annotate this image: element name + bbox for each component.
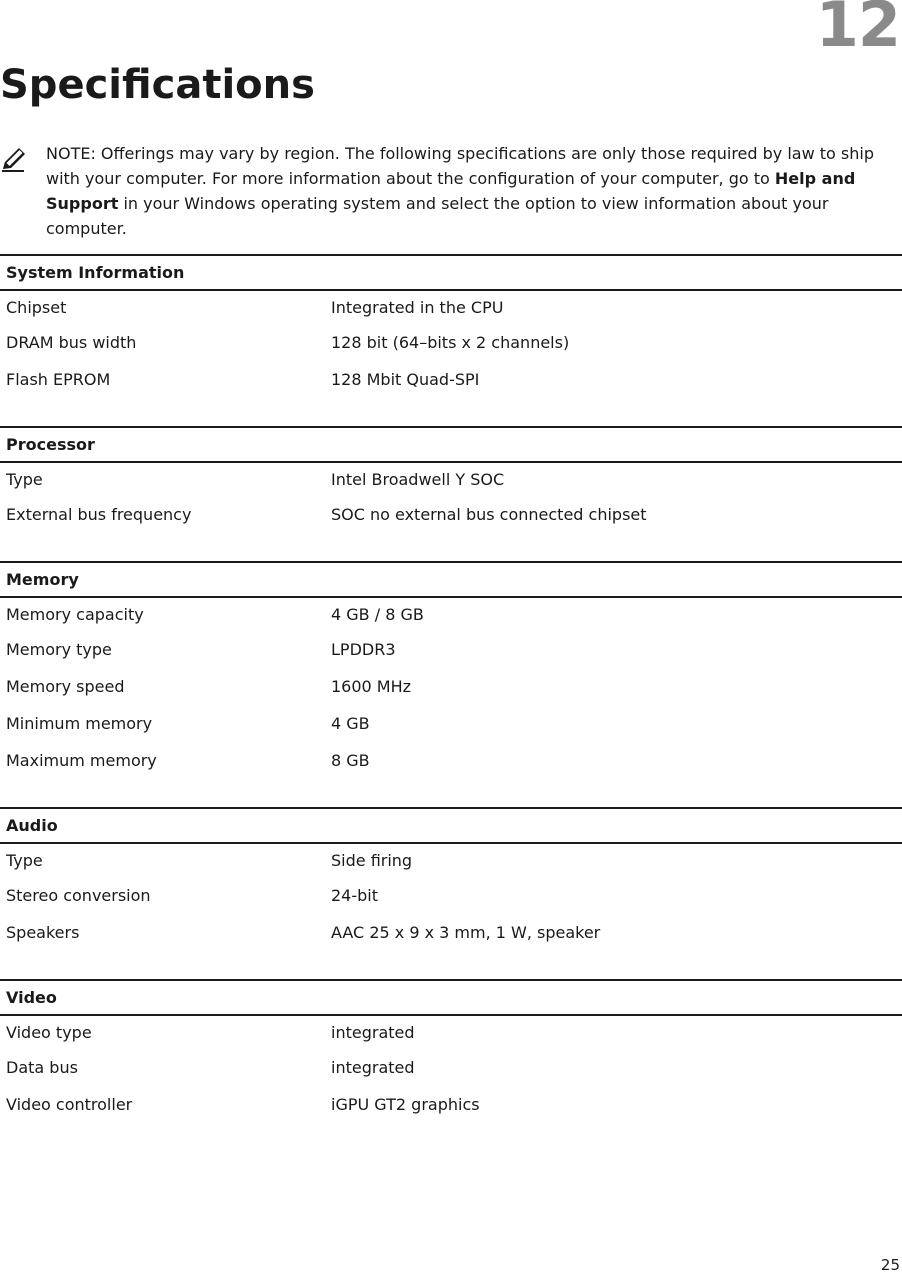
spec-key: Chipset xyxy=(6,298,67,317)
spec-row xyxy=(0,742,902,779)
spec-row xyxy=(0,597,902,631)
spec-table xyxy=(0,807,902,951)
spec-value: SOC no external bus connected chipset xyxy=(331,505,647,524)
page-title: Specifications xyxy=(0,62,315,108)
spec-row xyxy=(0,496,902,533)
spec-table xyxy=(0,979,902,1123)
note-block xyxy=(0,141,900,241)
spec-row xyxy=(0,290,902,324)
spec-key: Minimum memory xyxy=(6,714,153,733)
page-number: 25 xyxy=(880,1256,900,1274)
spec-row xyxy=(0,668,902,705)
spec-key: Data bus xyxy=(6,1058,78,1077)
note-label: NOTE: xyxy=(46,144,96,163)
section-header: Memory xyxy=(0,562,902,597)
spec-value: iGPU GT2 graphics xyxy=(331,1095,480,1114)
spec-value: 24-bit xyxy=(331,886,379,905)
spec-row xyxy=(0,1049,902,1086)
spec-key: Video controller xyxy=(6,1095,133,1114)
spec-key: Speakers xyxy=(6,923,80,942)
spec-key: Flash EPROM xyxy=(6,370,111,389)
note-text xyxy=(46,141,900,241)
spec-value: 4 GB / 8 GB xyxy=(331,605,424,624)
spec-row xyxy=(0,1015,902,1049)
spec-row xyxy=(0,877,902,914)
spec-key: Memory speed xyxy=(6,677,125,696)
spec-row xyxy=(0,631,902,668)
note-text-part-2: in your Windows operating system and select the option to view information about your computer. xyxy=(46,194,829,238)
spec-row xyxy=(0,914,902,951)
spec-row xyxy=(0,361,902,398)
spec-value: 128 Mbit Quad-SPI xyxy=(331,370,480,389)
spec-value: Side firing xyxy=(331,851,413,870)
spec-value: 1600 MHz xyxy=(331,677,412,696)
note-text-part-1: Offerings may vary by region. The following specifications are only those required by law to ship with your computer. For more information about the configuration of your computer, go to xyxy=(46,144,874,188)
pencil-note-icon xyxy=(0,145,28,173)
spec-key: Type xyxy=(6,470,43,489)
spec-row xyxy=(0,462,902,496)
spec-key: Memory capacity xyxy=(6,605,144,624)
spec-key: Memory type xyxy=(6,640,112,659)
spec-tables xyxy=(0,254,902,1151)
spec-value: 128 bit (64–bits x 2 channels) xyxy=(331,333,570,352)
section-header: Video xyxy=(0,980,902,1015)
section-header: Audio xyxy=(0,808,902,843)
spec-row xyxy=(0,1086,902,1123)
spec-value: 8 GB xyxy=(331,751,370,770)
spec-key: Stereo conversion xyxy=(6,886,151,905)
spec-value: integrated xyxy=(331,1023,415,1042)
section-header: System Information xyxy=(0,255,902,290)
spec-table xyxy=(0,254,902,398)
spec-value: integrated xyxy=(331,1058,415,1077)
spec-row xyxy=(0,843,902,877)
spec-row xyxy=(0,705,902,742)
spec-value: Integrated in the CPU xyxy=(331,298,504,317)
spec-key: Maximum memory xyxy=(6,751,157,770)
help-and-support-link: Help and Support xyxy=(46,169,856,213)
spec-key: Type xyxy=(6,851,43,870)
spec-row xyxy=(0,324,902,361)
spec-value: LPDDR3 xyxy=(331,640,396,659)
spec-key: Video type xyxy=(6,1023,92,1042)
spec-value: AAC 25 x 9 x 3 mm, 1 W, speaker xyxy=(331,923,601,942)
spec-table xyxy=(0,426,902,533)
section-header: Processor xyxy=(0,427,902,462)
spec-table xyxy=(0,561,902,779)
spec-key: External bus frequency xyxy=(6,505,192,524)
spec-value: Intel Broadwell Y SOC xyxy=(331,470,505,489)
spec-key: DRAM bus width xyxy=(6,333,137,352)
spec-value: 4 GB xyxy=(331,714,370,733)
chapter-number: 12 xyxy=(815,0,900,61)
